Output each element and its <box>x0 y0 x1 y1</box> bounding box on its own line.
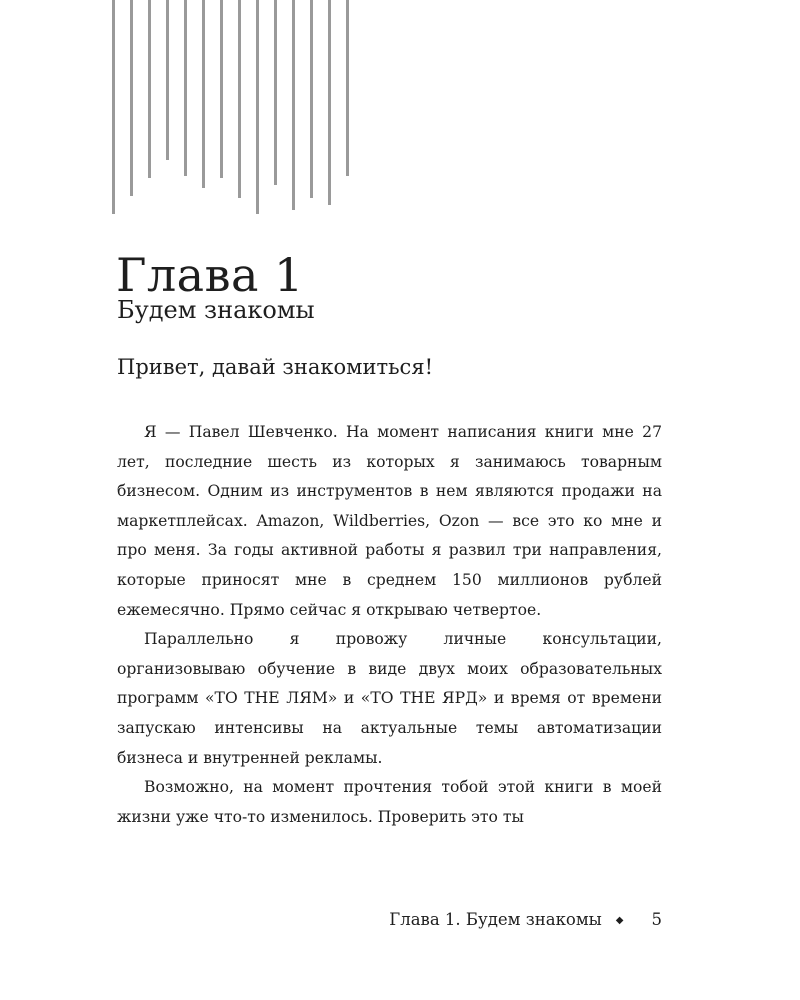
decorative-bar <box>256 0 259 214</box>
section-title: Привет, давай знакомиться! <box>117 355 434 379</box>
chapter-number: Глава 1 <box>116 248 304 302</box>
decorative-bar <box>292 0 295 210</box>
chapter-title: Будем знакомы <box>117 296 315 324</box>
decorative-bar <box>202 0 205 188</box>
decorative-bar <box>310 0 313 198</box>
paragraph: Я — Павел Шевченко. На момент написания книги мне 27 лет, последние шесть из которых я занимаюсь товарным бизнесом. Одним из инструментов в нем являются продажи на маркетплейсах. Amazon, Wildberries, Ozon — все это ко мне и про меня. За годы активной работы я развил три направления, которые приносят мне в среднем 150 миллионов рублей ежемесячно. Прямо сейчас я открываю четвертое. <box>117 423 662 619</box>
decorative-bar <box>220 0 223 178</box>
decorative-bars <box>0 0 800 230</box>
paragraph: Параллельно я провожу личные консультации, организовываю обучение в виде двух моих образовательных программ «TO THE ЛЯМ» и «TO THE ЯРД» и время от времени запускаю интенсивы на актуальные темы автоматизации бизнеса и внутренней рекламы. <box>117 630 662 767</box>
page-number: 5 <box>651 910 662 929</box>
diamond-icon: ◆ <box>615 915 624 926</box>
page-footer <box>389 906 662 935</box>
decorative-bar <box>112 0 115 214</box>
decorative-bar <box>238 0 241 198</box>
decorative-bar <box>274 0 277 185</box>
paragraph: Возможно, на момент прочтения тобой этой книги в моей жизни уже что-то изменилось. Проверить это ты <box>117 778 662 826</box>
decorative-bar <box>328 0 331 205</box>
decorative-bar <box>166 0 169 160</box>
decorative-bar <box>184 0 187 176</box>
running-head: Глава 1. Будем знакомы <box>389 910 602 929</box>
decorative-bar <box>130 0 133 196</box>
decorative-bar <box>346 0 349 176</box>
decorative-bar <box>148 0 151 178</box>
body-text <box>117 418 662 832</box>
